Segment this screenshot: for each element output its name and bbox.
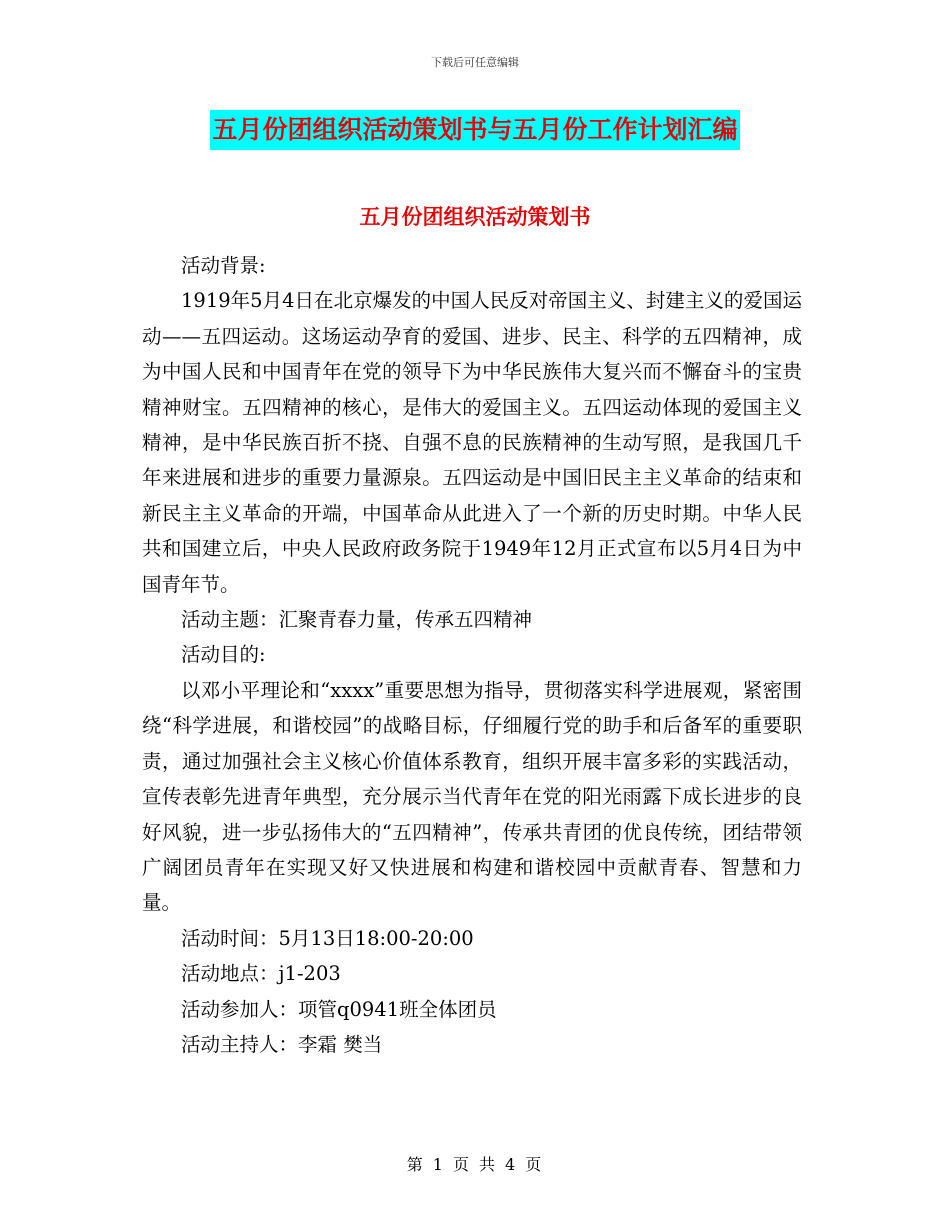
header-note: 下载后可任意编辑 [431, 56, 519, 69]
paragraph-host: 活动主持人：李霜 樊当 [181, 1032, 383, 1056]
footer-prefix: 第 [406, 1155, 425, 1174]
footer-total-prefix: 共 [479, 1155, 498, 1174]
paragraph-background-label: 活动背景: [181, 254, 266, 277]
paragraph-background-text: 1919年5月4日在北京爆发的中国人民反对帝国主义、封建主义的爱国运动——五四运动。这场运动孕育的爱国、进步、民主、科学的五四精神，成为中国人民和中国青年在党的领导下为中华民族伟大复兴而不懈奋斗的宝贵精神财宝。五四精神的核心，是伟大的爱国主义。五四运动体现的爱国主义精神，是中华民族百折不挠、自强不息的民族精神的生动写照，是我国几千年来进展和进步的重要力量源泉。五四运动是中国旧民主主义革命的结束和新民主主义革命的开端，中国革命从此进入了一个新的历史时期。中华人民共和国建立后，中央人民政府政务院于1949年12月正式宣布以5月4日为中国青年节。 [142, 289, 802, 596]
paragraph-purpose-text: 以邓小平理论和“xxxx”重要思想为指导，贯彻落实科学进展观，紧密围绕“科学进展，和谐校园”的战略目标，仔细履行党的助手和后备军的重要职责，通过加强社会主义核心价值体系教育，组织开展丰富多彩的实践活动，宣传表彰先进青年典型，充分展示当代青年在党的阳光雨露下成长进步的良好风貌，进一步弘扬伟大的“五四精神”，传承共青团的优良传统，团结带领广阔团员青年在实现又好又快进展和构建和谐校园中贡献青春、智慧和力量。 [142, 678, 802, 915]
paragraph-time: 活动时间：5月13日18:00-20:00 [181, 926, 474, 950]
sub-title: 五月份团组织活动策划书 [359, 205, 591, 229]
main-title: 五月份团组织活动策划书与五月份工作计划汇编 [210, 110, 739, 150]
main-title-container [0, 110, 950, 150]
page-footer [0, 1152, 950, 1175]
document-body [142, 248, 802, 1062]
footer-page-total: 4 [505, 1155, 518, 1174]
footer-total-suffix: 页 [525, 1155, 544, 1174]
paragraph-participants: 活动参加人：项管q0941班全体团员 [181, 997, 497, 1021]
paragraph-location: 活动地点：j1-203 [181, 962, 341, 986]
paragraph-theme: 活动主题：汇聚青春力量，传承五四精神 [181, 608, 533, 632]
paragraph-purpose-label: 活动目的: [181, 643, 266, 667]
footer-page-current: 1 [432, 1155, 445, 1174]
footer-page-label: 页 [452, 1155, 471, 1174]
